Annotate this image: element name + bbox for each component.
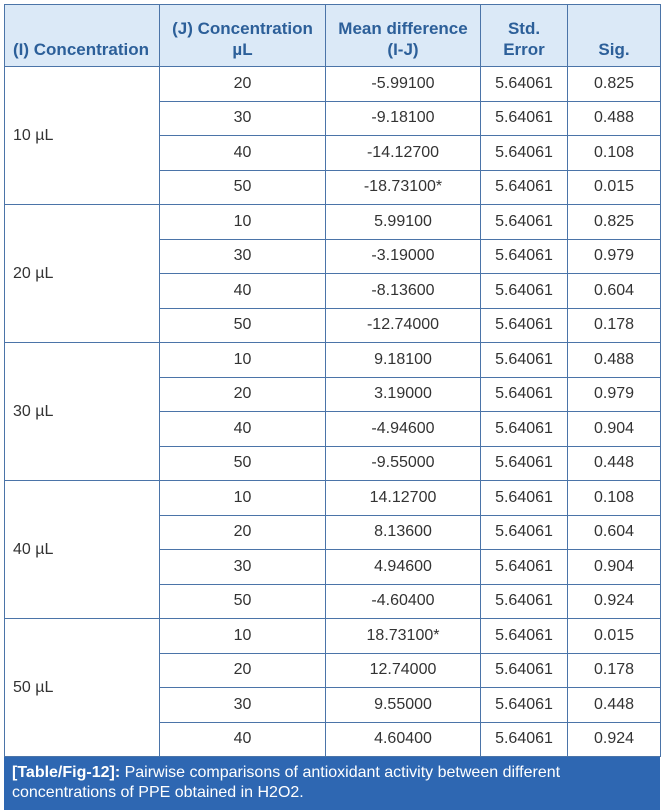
header-mean-difference: Mean difference (I-J): [326, 5, 481, 67]
sig-cell: 0.488: [568, 343, 661, 378]
table-row: [5, 67, 661, 102]
std-error-cell: 5.64061: [481, 688, 568, 723]
std-error-cell: 5.64061: [481, 205, 568, 240]
table-body: [5, 67, 661, 757]
j-concentration-cell: 50: [160, 584, 326, 619]
std-error-cell: 5.64061: [481, 619, 568, 654]
mean-difference-cell: -8.13600: [326, 274, 481, 309]
std-error-cell: 5.64061: [481, 274, 568, 309]
std-error-cell: 5.64061: [481, 136, 568, 171]
sig-cell: 0.178: [568, 308, 661, 343]
j-concentration-cell: 20: [160, 377, 326, 412]
j-concentration-cell: 50: [160, 308, 326, 343]
j-concentration-cell: 40: [160, 136, 326, 171]
i-concentration-cell: 50 µL: [5, 619, 160, 757]
header-j-concentration: (J) Concentration µL: [160, 5, 326, 67]
table-row: [5, 481, 661, 516]
sig-cell: 0.904: [568, 412, 661, 447]
std-error-cell: 5.64061: [481, 481, 568, 516]
sig-cell: 0.488: [568, 101, 661, 136]
table-caption: [4, 757, 660, 810]
i-concentration-cell: 40 µL: [5, 481, 160, 619]
mean-difference-cell: -14.12700: [326, 136, 481, 171]
results-table-figure: [4, 4, 660, 810]
sig-cell: 0.178: [568, 653, 661, 688]
mean-difference-cell: 18.73100*: [326, 619, 481, 654]
sig-cell: 0.924: [568, 722, 661, 757]
std-error-cell: 5.64061: [481, 446, 568, 481]
sig-cell: 0.604: [568, 274, 661, 309]
mean-difference-cell: -18.73100*: [326, 170, 481, 205]
j-concentration-cell: 30: [160, 239, 326, 274]
mean-difference-cell: -4.94600: [326, 412, 481, 447]
j-concentration-cell: 50: [160, 170, 326, 205]
caption-label: [Table/Fig-12]:: [12, 764, 121, 781]
sig-cell: 0.825: [568, 205, 661, 240]
j-concentration-cell: 40: [160, 274, 326, 309]
sig-cell: 0.448: [568, 446, 661, 481]
mean-difference-cell: 4.60400: [326, 722, 481, 757]
j-concentration-cell: 30: [160, 550, 326, 585]
mean-difference-cell: 14.12700: [326, 481, 481, 516]
std-error-cell: 5.64061: [481, 101, 568, 136]
j-concentration-cell: 40: [160, 412, 326, 447]
std-error-cell: 5.64061: [481, 722, 568, 757]
header-sig: Sig.: [568, 5, 661, 67]
j-concentration-cell: 30: [160, 101, 326, 136]
j-concentration-cell: 20: [160, 515, 326, 550]
sig-cell: 0.108: [568, 136, 661, 171]
mean-difference-cell: -9.18100: [326, 101, 481, 136]
table-row: [5, 343, 661, 378]
j-concentration-cell: 30: [160, 688, 326, 723]
mean-difference-cell: 9.18100: [326, 343, 481, 378]
std-error-cell: 5.64061: [481, 412, 568, 447]
mean-difference-cell: -9.55000: [326, 446, 481, 481]
std-error-cell: 5.64061: [481, 377, 568, 412]
caption-text: Pairwise comparisons of antioxidant activity between different concentrations of PPE obtained in H2O2.: [12, 764, 561, 801]
j-concentration-cell: 10: [160, 343, 326, 378]
pairwise-comparison-table: [4, 4, 661, 757]
sig-cell: 0.979: [568, 377, 661, 412]
sig-cell: 0.825: [568, 67, 661, 102]
j-concentration-cell: 50: [160, 446, 326, 481]
j-concentration-cell: 10: [160, 205, 326, 240]
std-error-cell: 5.64061: [481, 584, 568, 619]
mean-difference-cell: 3.19000: [326, 377, 481, 412]
mean-difference-cell: -5.99100: [326, 67, 481, 102]
table-row: [5, 205, 661, 240]
std-error-cell: 5.64061: [481, 170, 568, 205]
std-error-cell: 5.64061: [481, 239, 568, 274]
std-error-cell: 5.64061: [481, 67, 568, 102]
mean-difference-cell: -4.60400: [326, 584, 481, 619]
i-concentration-cell: 10 µL: [5, 67, 160, 205]
std-error-cell: 5.64061: [481, 550, 568, 585]
mean-difference-cell: -3.19000: [326, 239, 481, 274]
j-concentration-cell: 20: [160, 67, 326, 102]
mean-difference-cell: 12.74000: [326, 653, 481, 688]
mean-difference-cell: 5.99100: [326, 205, 481, 240]
header-std-error: Std. Error: [481, 5, 568, 67]
j-concentration-cell: 40: [160, 722, 326, 757]
header-row: [5, 5, 661, 67]
j-concentration-cell: 10: [160, 481, 326, 516]
j-concentration-cell: 20: [160, 653, 326, 688]
sig-cell: 0.979: [568, 239, 661, 274]
sig-cell: 0.604: [568, 515, 661, 550]
table-row: [5, 619, 661, 654]
std-error-cell: 5.64061: [481, 308, 568, 343]
sig-cell: 0.015: [568, 170, 661, 205]
mean-difference-cell: 4.94600: [326, 550, 481, 585]
std-error-cell: 5.64061: [481, 653, 568, 688]
std-error-cell: 5.64061: [481, 343, 568, 378]
i-concentration-cell: 30 µL: [5, 343, 160, 481]
j-concentration-cell: 10: [160, 619, 326, 654]
mean-difference-cell: 8.13600: [326, 515, 481, 550]
std-error-cell: 5.64061: [481, 515, 568, 550]
sig-cell: 0.015: [568, 619, 661, 654]
sig-cell: 0.448: [568, 688, 661, 723]
sig-cell: 0.924: [568, 584, 661, 619]
header-i-concentration: (I) Concentration: [5, 5, 160, 67]
sig-cell: 0.904: [568, 550, 661, 585]
mean-difference-cell: -12.74000: [326, 308, 481, 343]
mean-difference-cell: 9.55000: [326, 688, 481, 723]
i-concentration-cell: 20 µL: [5, 205, 160, 343]
sig-cell: 0.108: [568, 481, 661, 516]
